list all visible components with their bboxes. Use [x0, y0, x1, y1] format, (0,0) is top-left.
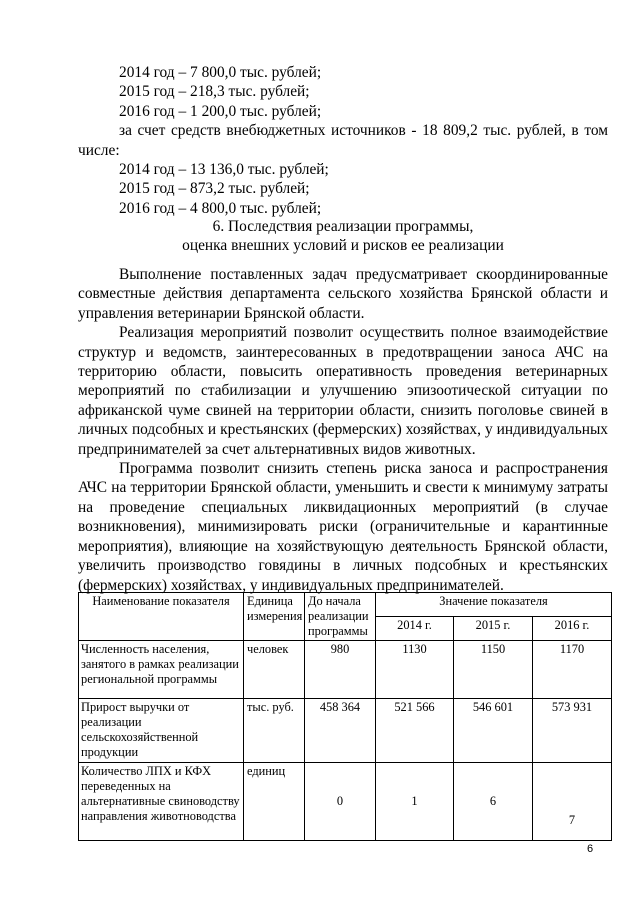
- row-revenue-unit: тыс. руб.: [244, 699, 305, 763]
- header-2014: 2014 г.: [376, 617, 454, 641]
- header-2015: 2015 г.: [454, 617, 533, 641]
- row-population-name: Численность населения, занятого в рамках реализации региональной программы: [79, 641, 244, 699]
- paragraph-implementation: Реализация мероприятий позволит осуществить полное взаимодействие структур и ведомств, заинтересованных в предотвращении заноса АЧС на территорию области, повысить оперативность проведения ветеринарных мероприятий по стабилизации и улучшению эпизоотической ситуации по африканской чуме свиней на территории области, снизить поголовье свиней в личных подсобных и крестьянских (фермерских) хозяйствах, у индивидуальных предпринимателей за счет альтернативных видов животных.: [78, 324, 608, 458]
- paragraph-coordination: Выполнение поставленных задач предусматривает скоординированные совместные действия департамента сельского хозяйства Брянской области и управления ветеринарии Брянской области.: [78, 266, 608, 322]
- section-heading: [78, 217, 608, 256]
- row-population-2015: 1150: [454, 641, 533, 699]
- row-revenue-2016: 573 931: [533, 699, 612, 763]
- row-farms-name: Количество ЛПХ и КФХ переведенных на альтернативные свиноводству направления животноводства: [79, 763, 244, 841]
- row-population-unit: человек: [244, 641, 305, 699]
- budget-line-2016: 2016 год – 1 200,0 тыс. рублей;: [119, 102, 322, 120]
- table-row: [79, 641, 612, 699]
- section-body: [78, 265, 608, 595]
- row-population-2014: 1130: [376, 641, 454, 699]
- row-farms-before: 0: [305, 763, 376, 841]
- budget-breakdown: [78, 63, 608, 218]
- indicators-table: [78, 592, 612, 841]
- header-unit: Единица измерения: [244, 593, 305, 641]
- header-before-program: До начала реализации программы: [305, 593, 376, 641]
- table-row: [79, 763, 612, 841]
- budget-line-2014: 2014 год – 7 800,0 тыс. рублей;: [119, 64, 322, 81]
- section-title-line2: оценка внешних условий и рисков ее реализации: [182, 237, 504, 255]
- row-revenue-before: 458 364: [305, 699, 376, 763]
- header-indicator-values: Значение показателя: [376, 593, 612, 617]
- row-revenue-2015: 546 601: [454, 699, 533, 763]
- row-population-2016: 1170: [533, 641, 612, 699]
- extra-line-2014: 2014 год – 13 136,0 тыс. рублей;: [119, 161, 329, 179]
- page-number: 6: [587, 843, 594, 855]
- extra-line-2015: 2015 год – 873,2 тыс. рублей;: [119, 180, 310, 198]
- row-population-before: 980: [305, 641, 376, 699]
- row-revenue-2014: 521 566: [376, 699, 454, 763]
- section-title-line1: 6. Последствия реализации программы,: [212, 218, 474, 235]
- row-farms-2014: 1: [376, 763, 454, 841]
- paragraph-risk-reduction: Программа позволит снизить степень риска заноса и распространения АЧС на территории Брянской области, уменьшить и свести к минимуму затраты на проведение специальных ликвидационных мероприятий (в случае возникновения), минимизировать риски (ограничительные и карантинные мероприятия), влияющие на хозяйствующую деятельность Брянской области, увеличить производство говядины в личных подсобных и крестьянских (фермерских) хозяйствах, у индивидуальных предпринимателей.: [78, 460, 608, 594]
- budget-line-2015: 2015 год – 218,3 тыс. рублей;: [119, 83, 310, 101]
- header-indicator-name: Наименование показателя: [79, 593, 244, 641]
- row-revenue-name: Прирост выручки от реализации сельскохозяйственной продукции: [79, 699, 244, 763]
- row-farms-2015: 6: [454, 763, 533, 841]
- extrabudgetary-sources: за счет средств внебюджетных источников - 18 809,2 тыс. рублей, в том числе:: [78, 122, 608, 159]
- row-farms-unit: единиц: [244, 763, 305, 841]
- table-header-row: [79, 593, 612, 617]
- extra-line-2016: 2016 год – 4 800,0 тыс. рублей;: [119, 199, 322, 217]
- table-row: [79, 699, 612, 763]
- header-2016: 2016 г.: [533, 617, 612, 641]
- row-farms-2016: 7: [533, 763, 612, 841]
